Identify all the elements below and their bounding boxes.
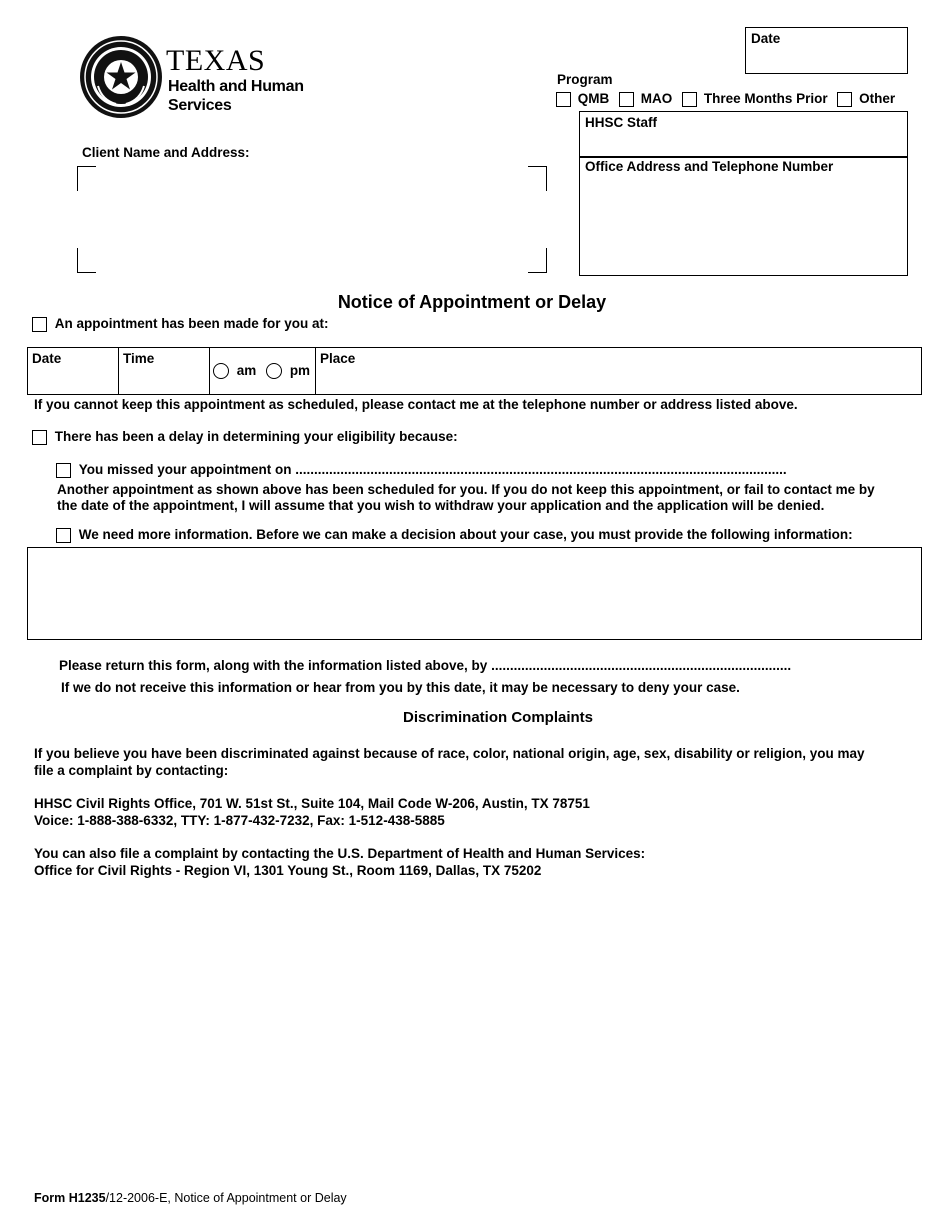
pm-radio[interactable] [266,363,282,379]
date-label: Date [751,31,781,46]
appointment-date-label: Date [32,351,62,366]
program-qmb-label: QMB [577,91,610,106]
appointment-checkbox[interactable] [32,317,47,332]
program-mao-checkbox[interactable] [619,92,634,107]
program-mao-label: MAO [640,91,673,106]
form-number: Form H1235 [34,1191,106,1205]
program-label: Program [557,72,613,87]
appointment-time-cell[interactable] [119,348,210,394]
discrimination-title: Discrimination Complaints [402,709,594,726]
deny-warning-text: If we do not receive this information or hear from you by this date, it may be necessary to deny your case. [61,680,740,695]
contact-instructions: If you cannot keep this appointment as scheduled, please contact me at the telephone number or address listed above. [34,397,798,412]
form-footer [34,1191,347,1205]
program-three-months-prior-checkbox[interactable] [682,92,697,107]
missed-appointment-text-1: Another appointment as shown above has been scheduled for you. If you do not keep this appointment, or fail to contact me by [57,482,875,497]
civil-rights-office-phones: Voice: 1-888-388-6332, TTY: 1-877-432-7232, Fax: 1-512-438-5885 [34,813,445,828]
office-address-label: Office Address and Telephone Number [585,159,834,174]
page-title: Notice of Appointment or Delay [337,292,607,312]
date-field[interactable] [745,27,908,74]
appointment-table [27,347,922,395]
discrimination-para-2: file a complaint by contacting: [34,763,229,778]
texas-seal-icon [78,34,164,120]
pm-label: pm [289,363,311,378]
am-pm-cell [210,348,316,394]
logo-text-hhs: Health and Human [168,78,304,95]
appointment-date-cell[interactable] [28,348,119,394]
hhsc-staff-label: HHSC Staff [585,115,658,130]
hhsc-staff-field[interactable] [579,111,908,158]
need-info-label: We need more information. Before we can make a decision about your case, you must provide the following information: [78,527,853,542]
missed-appointment-text-2: the date of the appointment, I will assume that you wish to withdraw your application and the application will be denied. [57,498,825,513]
discrimination-para-1: If you believe you have been discriminated against because of race, color, national origin, age, sex, disability or religion, you may [34,746,865,761]
program-three-months-prior-label: Three Months Prior [703,91,828,106]
program-qmb-checkbox[interactable] [556,92,571,107]
missed-appointment-checkbox[interactable] [56,463,71,478]
delay-checkbox[interactable] [32,430,47,445]
appointment-time-label: Time [123,351,155,366]
delay-row [32,429,458,445]
form-revision: /12-2006-E, Notice of Appointment or Delay [105,1191,347,1205]
hhs-logo [78,34,308,124]
delay-checkbox-label: There has been a delay in determining your eligibility because: [54,429,458,444]
logo-text-services: Services [168,97,232,114]
office-address-field[interactable] [579,157,908,276]
appointment-place-label: Place [320,351,356,366]
client-address-window[interactable] [77,166,547,273]
client-name-label: Client Name and Address: [82,145,250,160]
appointment-checkbox-label: An appointment has been made for you at: [54,316,329,331]
need-info-row [56,527,853,543]
hhs-ocr-address: Office for Civil Rights - Region VI, 1301 Young St., Room 1169, Dallas, TX 75202 [34,863,542,878]
am-radio[interactable] [213,363,229,379]
required-information-field[interactable] [27,547,922,640]
return-by-text: Please return this form, along with the information listed above, by ................................................................................ [59,658,792,673]
appointment-row [32,316,329,332]
hhs-complaint-text: You can also file a complaint by contacting the U.S. Department of Health and Human Services: [34,846,646,861]
am-label: am [236,363,257,378]
missed-appointment-label: You missed your appointment on ................................................................................................................................... [78,462,787,477]
civil-rights-office-address: HHSC Civil Rights Office, 701 W. 51st St., Suite 104, Mail Code W-206, Austin, TX 78751 [34,796,590,811]
missed-appointment-row [56,462,787,478]
appointment-place-cell[interactable] [316,348,921,394]
program-options [556,91,895,107]
program-other-label: Other [859,91,896,106]
need-info-checkbox[interactable] [56,528,71,543]
logo-text-texas: TEXAS [166,44,266,77]
program-other-checkbox[interactable] [837,92,852,107]
